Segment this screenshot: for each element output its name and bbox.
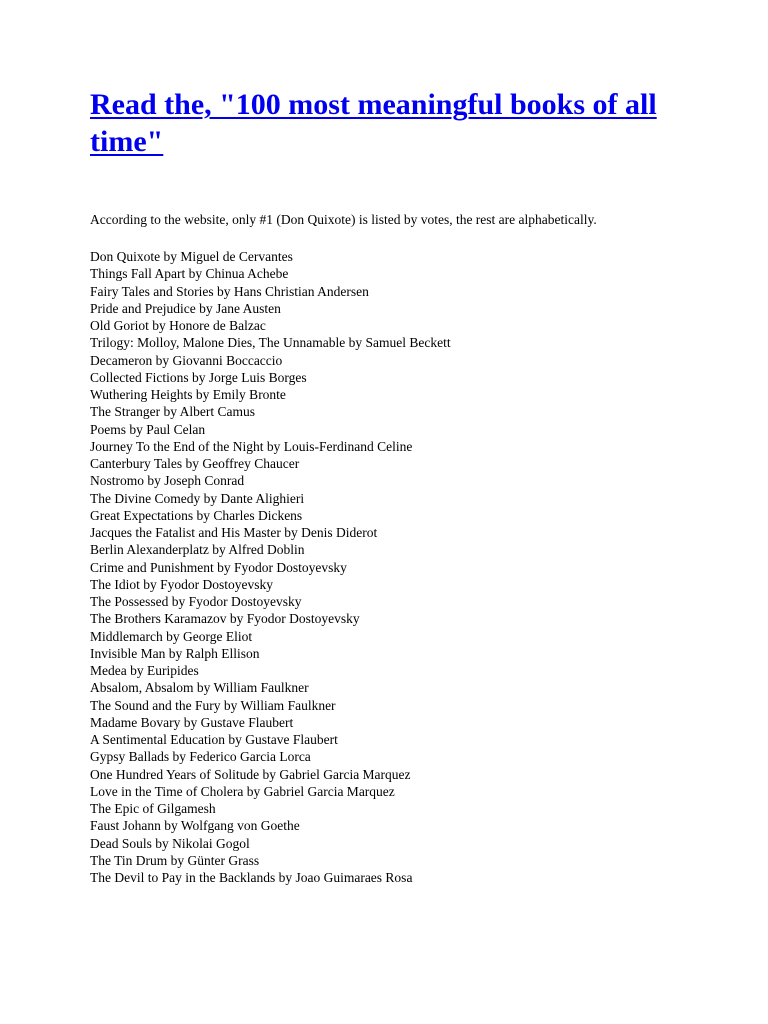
list-item: One Hundred Years of Solitude by Gabriel Garcia Marquez [90,766,411,782]
list-item: Old Goriot by Honore de Balzac [90,318,266,333]
list-item: Pride and Prejudice by Jane Austen [90,300,281,316]
list-item: The Brothers Karamazov by Fyodor Dostoyevsky [90,611,360,627]
list-item: Things Fall Apart by Chinua Achebe [90,266,289,282]
list-item: Collected Fictions by Jorge Luis Borges [90,369,307,385]
list-item: Gypsy Ballads by Federico Garcia Lorca [90,749,311,765]
list-item: Don Quixote by Miguel de Cervantes [90,249,293,264]
list-item: Fairy Tales and Stories by Hans Christian Andersen [90,283,369,299]
list-item: Canterbury Tales by Geoffrey Chaucer [90,456,300,471]
list-item: The Idiot by Fyodor Dostoyevsky [90,576,273,592]
list-item: A Sentimental Education by Gustave Flaubert [90,732,338,747]
list-item: Faust Johann by Wolfgang von Goethe [90,818,300,834]
document-page [90,86,730,885]
list-item: Madame Bovary by Gustave Flaubert [90,714,294,730]
list-item: Jacques the Fatalist and His Master by Denis Diderot [90,525,378,540]
list-item: Journey To the End of the Night by Louis-Ferdinand Celine [90,438,413,454]
book-list [90,248,451,886]
list-item: Nostromo by Joseph Conrad [90,473,245,489]
list-item: Berlin Alexanderplatz by Alfred Doblin [90,542,305,558]
list-item: The Tin Drum by Günter Grass [90,852,260,868]
list-item: The Divine Comedy by Dante Alighieri [90,490,305,506]
list-item: Middlemarch by George Eliot [90,628,253,644]
list-item: Invisible Man by Ralph Ellison [90,645,260,661]
list-item: Trilogy: Molloy, Malone Dies, The Unnamable by Samuel Beckett [90,335,451,351]
list-item: Love in the Time of Cholera by Gabriel Garcia Marquez [90,783,395,799]
intro-text: According to the website, only #1 (Don Quixote) is listed by votes, the rest are alphabetically. [90,212,597,227]
list-item: Medea by Euripides [90,663,199,678]
list-item: Great Expectations by Charles Dickens [90,507,303,523]
list-item: Absalom, Absalom by William Faulkner [90,680,309,696]
list-item: Crime and Punishment by Fyodor Dostoyevsky [90,559,347,575]
list-item: The Devil to Pay in the Backlands by Joao Guimaraes Rosa [90,870,413,885]
list-item: Decameron by Giovanni Boccaccio [90,352,283,368]
title-link[interactable]: Read the, "100 most meaningful books of all time" [90,88,657,158]
list-item: Wuthering Heights by Emily Bronte [90,387,286,402]
list-item: The Epic of Gilgamesh [90,801,216,816]
list-item: The Sound and the Fury by William Faulkner [90,697,336,713]
list-item: Poems by Paul Celan [90,421,206,437]
list-item: The Stranger by Albert Camus [90,404,255,420]
list-item: The Possessed by Fyodor Dostoyevsky [90,594,302,609]
list-item: Dead Souls by Nikolai Gogol [90,835,250,851]
